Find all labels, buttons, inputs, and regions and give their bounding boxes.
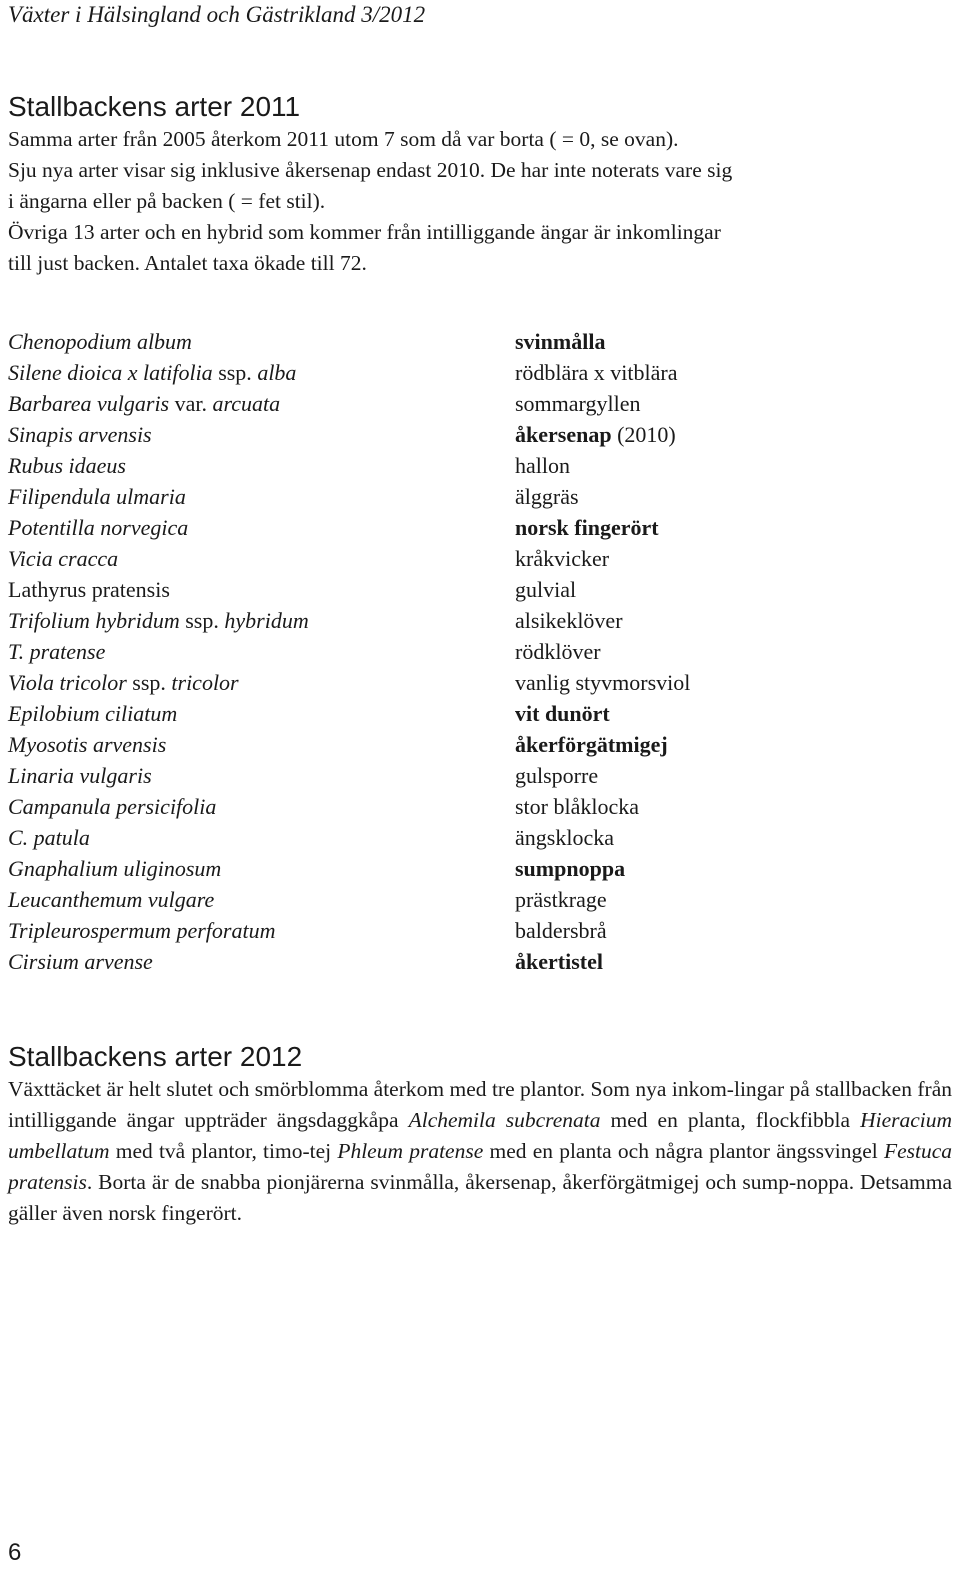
species-row xyxy=(8,760,908,791)
running-head: Växter i Hälsingland och Gästrikland 3/2012 xyxy=(8,2,426,27)
section-2011 xyxy=(8,90,952,279)
species-row xyxy=(8,543,908,574)
section-2011-paragraph xyxy=(8,124,952,279)
scientific-name: Trifolium hybridum ssp. hybridum xyxy=(8,608,309,633)
section-2012 xyxy=(8,1040,952,1229)
scientific-name: C. patula xyxy=(8,825,90,850)
scientific-name: Gnaphalium uliginosum xyxy=(8,856,222,881)
common-name: åkerförgätmigej xyxy=(515,732,668,757)
section-heading-2011: Stallbackens arter 2011 xyxy=(8,91,301,122)
common-name: vanlig styvmorsviol xyxy=(515,670,691,695)
common-name: kråkvicker xyxy=(515,546,610,571)
species-row xyxy=(8,853,908,884)
scientific-name: Sinapis arvensis xyxy=(8,422,152,447)
scientific-name: Campanula persicifolia xyxy=(8,794,217,819)
common-name: vit dunört xyxy=(515,701,610,726)
species-row xyxy=(8,419,908,450)
scientific-name: Linaria vulgaris xyxy=(8,763,152,788)
scientific-name: Filipendula ulmaria xyxy=(8,484,186,509)
common-name: rödklöver xyxy=(515,639,601,664)
species-row xyxy=(8,481,908,512)
scientific-name: Lathyrus pratensis xyxy=(8,577,170,602)
paragraph-line: i ängarna eller på backen ( = fet stil). xyxy=(8,189,326,213)
scientific-name: Myosotis arvensis xyxy=(8,732,167,757)
paragraph-line: till just backen. Antalet taxa ökade till 72. xyxy=(8,251,367,275)
paragraph-line: Övriga 13 arter och en hybrid som kommer från intilliggande ängar är inkomlingar xyxy=(8,220,721,244)
common-name: gulsporre xyxy=(515,763,599,788)
species-row xyxy=(8,388,908,419)
common-name: hallon xyxy=(515,453,570,478)
species-row xyxy=(8,574,908,605)
species-row xyxy=(8,326,908,357)
common-name: alsikeklöver xyxy=(515,608,623,633)
species-row xyxy=(8,946,908,977)
species-row xyxy=(8,667,908,698)
common-name: sumpnoppa xyxy=(515,856,626,881)
common-name: prästkrage xyxy=(515,887,607,912)
common-name: ängsklocka xyxy=(515,825,614,850)
common-name: åkertistel xyxy=(515,949,603,974)
species-list xyxy=(8,326,908,977)
common-name: stor blåklocka xyxy=(515,794,640,819)
scientific-name: Silene dioica x latifolia ssp. alba xyxy=(8,360,297,385)
common-name: rödblära x vitblära xyxy=(515,360,678,385)
scientific-name: Potentilla norvegica xyxy=(8,515,189,540)
paragraph-line: Sju nya arter visar sig inklusive åkersenap endast 2010. De har inte noterats vare sig xyxy=(8,158,733,182)
common-name: norsk fingerört xyxy=(515,515,659,540)
scientific-name: Tripleurospermum perforatum xyxy=(8,918,276,943)
species-row xyxy=(8,512,908,543)
section-2012-paragraph: Växttäcket är helt slutet och smörblomma återkom med tre plantor. Som nya inkom-lingar på stallbacken från intilliggande ängar uppträder ängsdaggkåpa Alchemila subcrenata med en planta, flockfibbla Hieracium umbellatum med två plantor, timo-tej Phleum pratense med en planta och några plantor ängssvingel Festuca pratensis. Borta är de snabba pionjärerna svinmålla, åkersenap, åkerförgätmigej och sump-noppa. Detsamma gäller även norsk fingerört. xyxy=(8,1077,953,1225)
species-row xyxy=(8,450,908,481)
scientific-name: Epilobium ciliatum xyxy=(8,701,178,726)
scientific-name: Cirsium arvense xyxy=(8,949,153,974)
scientific-name: Leucanthemum vulgare xyxy=(8,887,215,912)
species-row xyxy=(8,884,908,915)
common-name: svinmålla xyxy=(515,329,606,354)
scientific-name: Chenopodium album xyxy=(8,329,192,354)
species-row xyxy=(8,698,908,729)
common-name: sommargyllen xyxy=(515,391,641,416)
species-row xyxy=(8,605,908,636)
species-row xyxy=(8,729,908,760)
scientific-name: T. pratense xyxy=(8,639,106,664)
common-name: älggräs xyxy=(515,484,579,509)
scientific-name: Viola tricolor ssp. tricolor xyxy=(8,670,239,695)
section-heading-2012: Stallbackens arter 2012 xyxy=(8,1041,303,1072)
species-row xyxy=(8,822,908,853)
species-row xyxy=(8,357,908,388)
scientific-name: Rubus idaeus xyxy=(8,453,126,478)
common-name: gulvial xyxy=(515,577,577,602)
species-row xyxy=(8,636,908,667)
scientific-name: Vicia cracca xyxy=(8,546,119,571)
common-name: åkersenap (2010) xyxy=(515,422,676,447)
common-name: baldersbrå xyxy=(515,918,607,943)
species-row xyxy=(8,791,908,822)
scientific-name: Barbarea vulgaris var. arcuata xyxy=(8,391,281,416)
paragraph-line: Samma arter från 2005 återkom 2011 utom 7 som då var borta ( = 0, se ovan). xyxy=(8,127,679,151)
page-number: 6 xyxy=(8,1539,22,1566)
species-row xyxy=(8,915,908,946)
